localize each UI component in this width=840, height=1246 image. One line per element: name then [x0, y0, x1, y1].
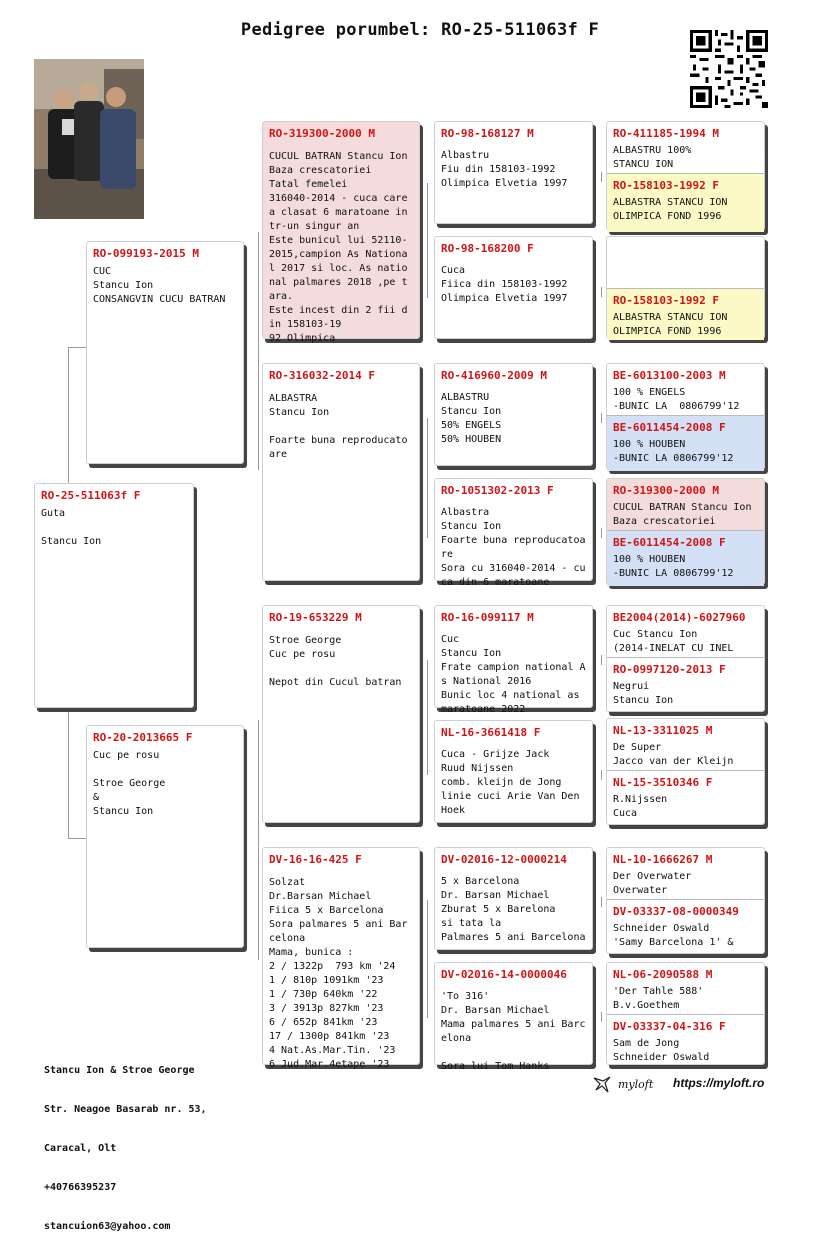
- ancestor-entry[interactable]: [607, 606, 764, 658]
- pigeon-info: Stroe George Cuc pe rosu Nepot din Cucul batran: [269, 635, 402, 688]
- ring-number: DV-03337-04-316 F: [613, 1020, 726, 1033]
- pigeon-info: De Super Jacco van der Kleijn: [613, 742, 734, 767]
- great-grandparent-card[interactable]: [434, 847, 593, 950]
- pigeon-info: Cuca Fiica din 158103-1992 Olimpica Elvetia 1997: [441, 265, 568, 304]
- ancestor-entry[interactable]: [607, 771, 764, 826]
- pigeon-info: ALBASTRU 100% STANCU ION: [613, 145, 692, 170]
- pigeon-info: 100 % ENGELS -BUNIC LA 0806799'12: [613, 387, 740, 412]
- pigeon-info: Cuc Stancu Ion (2014-INELAT CU INEL: [613, 629, 734, 654]
- pigeon-info: Albastra Stancu Ion Foarte buna reproducatoare Sora cu 316040-2014 - cuca din 6 maratoane: [441, 507, 586, 588]
- ancestor-entry[interactable]: [607, 1015, 764, 1066]
- connector-line: [601, 413, 602, 423]
- ring-number: RO-416960-2009 M: [441, 369, 547, 382]
- grandparent-card[interactable]: [262, 605, 420, 823]
- pigeon-info: ALBASTRA STANCU ION OLIMPICA FOND 1996: [613, 312, 728, 337]
- connector-line: [258, 232, 259, 470]
- connector-line: [427, 900, 428, 1018]
- pigeon-info: R.Nijssen Cuca: [613, 794, 668, 819]
- ancestor-entry[interactable]: [607, 237, 764, 289]
- ring-number: RO-099193-2015 M: [93, 247, 199, 260]
- great-grandparent-card[interactable]: [434, 478, 593, 588]
- great-grandparent-card[interactable]: [434, 962, 593, 1072]
- page-title: Pedigree porumbel: RO-25-511063f F: [240, 20, 600, 40]
- ancestor-entry[interactable]: [607, 900, 764, 955]
- connector-line: [601, 897, 602, 907]
- connector-line: [601, 1012, 602, 1022]
- pigeon-info: 'To 316' Dr. Barsan Michael Mama palmares 5 ani Barcelona Sora lui Tom Hanks: [441, 991, 586, 1072]
- ring-number: BE-6011454-2008 F: [613, 421, 726, 434]
- connector-line: [427, 418, 428, 538]
- owner-line: Caracal, Olt: [44, 1143, 117, 1154]
- subject-card[interactable]: [34, 483, 194, 708]
- ancestor-entry[interactable]: [607, 416, 764, 471]
- ancestor-entry[interactable]: [607, 174, 764, 232]
- ring-number: RO-316032-2014 F: [269, 369, 375, 382]
- sire-card[interactable]: [86, 241, 244, 464]
- ring-number: BE2004(2014)-6027960: [613, 611, 746, 624]
- ring-number: NL-10-1666267 M: [613, 853, 713, 866]
- ring-number: DV-02016-14-0000046: [441, 968, 567, 981]
- pigeon-info: 5 x Barcelona Dr. Barsan Michael Zburat 5 x Barelona si tata la Palmares 5 ani Barcelona: [441, 876, 586, 943]
- ring-number: RO-158103-1992 F: [613, 294, 719, 307]
- ring-number: NL-16-3661418 F: [441, 726, 541, 739]
- pigeon-info: Albastru Fiu din 158103-1992 Olimpica Elvetia 1997: [441, 150, 568, 189]
- ring-number: RO-20-2013665 F: [93, 731, 193, 744]
- ring-number: RO-0997120-2013 F: [613, 663, 726, 676]
- qr-code: [690, 30, 768, 108]
- great-grandparent-card[interactable]: [434, 363, 593, 466]
- connector-line: [601, 528, 602, 538]
- pigeon-info: Sam de Jong Schneider Oswald: [613, 1038, 710, 1063]
- ring-number: RO-98-168200 F: [441, 242, 534, 255]
- ancestor-entry[interactable]: [607, 479, 764, 531]
- pigeon-info: Guta Stancu Ion: [41, 508, 102, 547]
- grandparent-card[interactable]: [262, 363, 420, 581]
- connector-line: [601, 287, 602, 297]
- grandparent-card[interactable]: [262, 847, 420, 1070]
- pigeon-info: Schneider Oswald 'Samy Barcelona 1' &: [613, 923, 734, 948]
- ring-number: NL-06-2090588 M: [613, 968, 713, 981]
- pigeon-info: Cuc Stancu Ion Frate campion national As National 2016 Bunic loc 4 national as maratoane 2022: [441, 634, 586, 715]
- owner-line: Str. Neagoe Basarab nr. 53,: [44, 1104, 207, 1115]
- owner-line: +40766395237: [44, 1182, 117, 1193]
- ancestor-entry[interactable]: [607, 289, 764, 340]
- ring-number: RO-25-511063f F: [41, 489, 141, 502]
- breeder-photo: [34, 59, 144, 219]
- pigeon-info: 100 % HOUBEN -BUNIC LA 0806799'12: [613, 554, 734, 579]
- ring-number: BE-6013100-2003 M: [613, 369, 726, 382]
- connector-line: [68, 838, 86, 839]
- gen5-pair-box: [606, 605, 765, 712]
- ring-number: RO-319300-2000 M: [613, 484, 719, 497]
- ring-number: DV-03337-08-0000349: [613, 905, 739, 918]
- ring-number: DV-02016-12-0000214: [441, 853, 567, 866]
- great-grandparent-card[interactable]: [434, 605, 593, 715]
- gen5-pair-box: [606, 236, 765, 339]
- great-grandparent-card[interactable]: [434, 236, 593, 339]
- pigeon-info: CUCUL BATRAN Stancu Ion Baza crescatoriei Tatal femelei 316040-2014 - cuca care a clasat 6 maratoane intr-un singur an Este bunicul lui 52110-2015,campion As National 2017 si loc. As national palmares 2018 ,pe tara. Este incest din 2 fii din 158103-19 92 Olimpica: [269, 151, 408, 344]
- ring-number: RO-19-653229 M: [269, 611, 362, 624]
- logo-text: myloft: [618, 1077, 654, 1091]
- owner-line: Stancu Ion & Stroe George: [44, 1065, 195, 1076]
- connector-line: [427, 183, 428, 298]
- ancestor-entry[interactable]: [607, 963, 764, 1015]
- pigeon-info: Der Overwater Overwater: [613, 871, 692, 896]
- ancestor-entry[interactable]: [607, 364, 764, 416]
- gen5-pair-box: [606, 121, 765, 231]
- grandparent-card[interactable]: [262, 121, 420, 344]
- pigeon-info: ALBASTRU Stancu Ion 50% ENGELS 50% HOUBEN: [441, 392, 502, 445]
- great-grandparent-card[interactable]: [434, 720, 593, 823]
- ring-number: NL-15-3510346 F: [613, 776, 713, 789]
- ancestor-entry[interactable]: [607, 848, 764, 900]
- pigeon-info: 'Der Tahle 588' B.v.Goethem: [613, 986, 704, 1011]
- ring-number: RO-319300-2000 M: [269, 127, 375, 140]
- pigeon-info: 100 % HOUBEN -BUNIC LA 0806799'12: [613, 439, 734, 464]
- gen5-pair-box: [606, 478, 765, 585]
- pigeon-info: ALBASTRA STANCU ION OLIMPICA FOND 1996: [613, 197, 728, 222]
- gen5-pair-box: [606, 847, 765, 954]
- great-grandparent-card[interactable]: [434, 121, 593, 224]
- pigeon-info: Cuca - Grijze Jack Ruud Nijssen comb. kleijn de Jong linie cuci Arie Van Den Hoek: [441, 749, 580, 816]
- gen5-pair-box: [606, 363, 765, 470]
- ring-number: RO-98-168127 M: [441, 127, 534, 140]
- pigeon-info: CUCUL BATRAN Stancu Ion Baza crescatoriei: [613, 502, 752, 527]
- myloft-logo: [592, 1074, 653, 1094]
- ancestor-entry[interactable]: [607, 531, 764, 586]
- ancestor-entry[interactable]: [607, 658, 764, 713]
- gen5-pair-box: [606, 718, 765, 825]
- dam-card[interactable]: [86, 725, 244, 948]
- connector-line: [427, 660, 428, 775]
- connector-line: [601, 655, 602, 665]
- connector-line: [601, 172, 602, 182]
- connector-line: [258, 720, 259, 960]
- bird-icon: [592, 1074, 612, 1094]
- ancestor-entry[interactable]: [607, 122, 764, 174]
- owner-email[interactable]: stancuion63@yahoo.com: [44, 1221, 171, 1232]
- ring-number: RO-411185-1994 M: [613, 127, 719, 140]
- ring-number: RO-16-099117 M: [441, 611, 534, 624]
- pigeon-info: Solzat Dr.Barsan Michael Fiica 5 x Barcelona Sora palmares 5 ani Barcelona Mama, bunica : 2 / 1322p 793 km '24 1 / 810p 1091km '23 1 / 730p 640km '22 3 / 3913p 827km '23 6 / 652p 841km '23 17 / 1300p 841km '23 4 Nat.As.Mar.Tin. '23 6 Jud.Mar.4etape '23: [269, 877, 408, 1070]
- connector-line: [68, 347, 86, 348]
- ring-number: RO-1051302-2013 F: [441, 484, 554, 497]
- pigeon-info: CUC Stancu Ion CONSANGVIN CUCU BATRAN: [93, 266, 226, 305]
- ring-number: RO-158103-1992 F: [613, 179, 719, 192]
- ring-number: BE-6011454-2008 F: [613, 536, 726, 549]
- site-link[interactable]: https://myloft.ro: [673, 1076, 765, 1090]
- gen5-pair-box: [606, 962, 765, 1065]
- owner-contact: [44, 1038, 207, 1246]
- ring-number: DV-16-16-425 F: [269, 853, 362, 866]
- pigeon-info: ALBASTRA Stancu Ion Foarte buna reproducatoare: [269, 393, 408, 460]
- ring-number: NL-13-3311025 M: [613, 724, 713, 737]
- pigeon-info: Cuc pe rosu Stroe George & Stancu Ion: [93, 750, 166, 817]
- connector-line: [601, 770, 602, 780]
- ancestor-entry[interactable]: [607, 719, 764, 771]
- pigeon-info: Negrui Stancu Ion: [613, 681, 674, 706]
